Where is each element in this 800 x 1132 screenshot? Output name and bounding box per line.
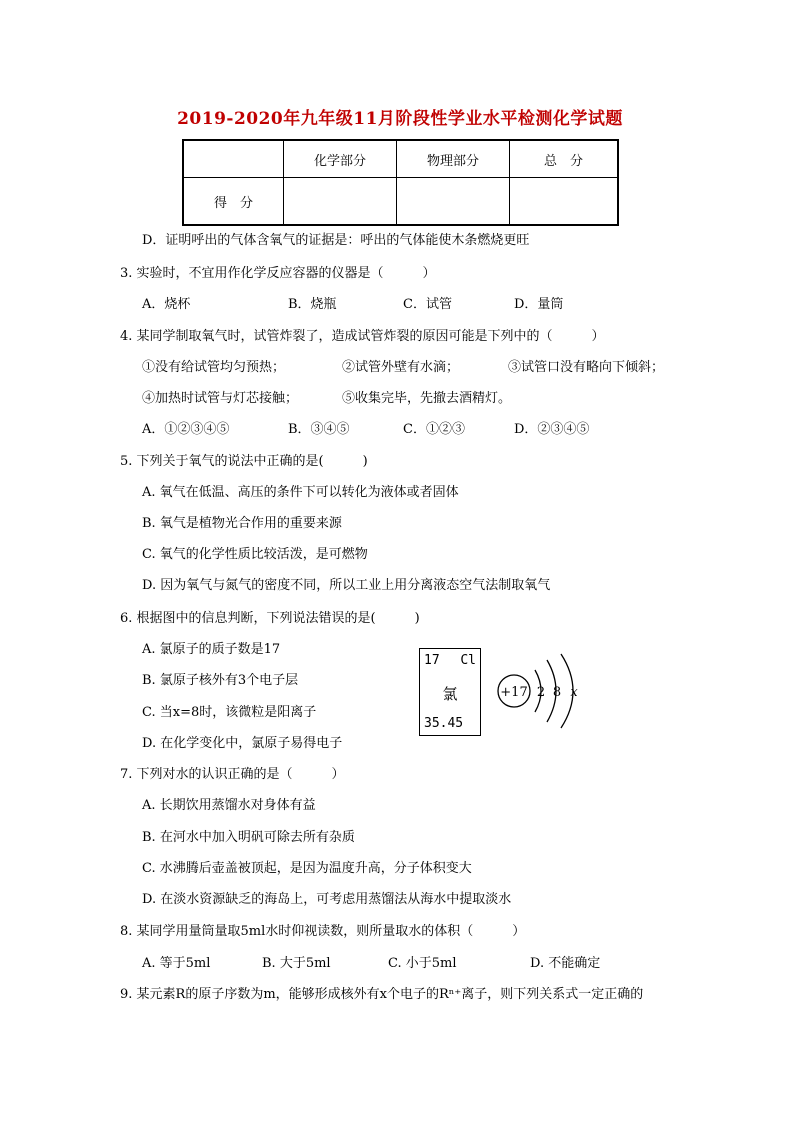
q7-option-a: A. 长期饮用蒸馏水对身体有益 xyxy=(142,798,316,813)
nucleus-charge: +17 xyxy=(500,685,528,700)
question-8: 8. 某同学用量筒量取5ml水时仰视读数，则所量取水的体积（ ） xyxy=(120,924,526,939)
q4-cause-2: ②试管外壁有水滴； xyxy=(342,360,460,375)
question-6: 6. 根据图中的信息判断，下列说法错误的是( ) xyxy=(120,611,420,626)
q4-option-a: A．①②③④⑤ xyxy=(142,422,230,437)
q8-option-a: A. 等于5ml xyxy=(142,956,211,971)
score-cell-physics[interactable] xyxy=(397,178,510,226)
q5-option-a: A. 氧气在低温、高压的条件下可以转化为液体或者固体 xyxy=(142,485,459,500)
score-header-total: 总 分 xyxy=(510,140,619,178)
atomic-mass: 35.45 xyxy=(424,716,464,731)
q4-option-c: C．①②③ xyxy=(403,422,465,437)
q5-option-d: D. 因为氧气与氮气的密度不同，所以工业上用分离液态空气法制取氧气 xyxy=(142,578,551,593)
element-name: 氯 xyxy=(442,685,458,703)
q8-option-d: D. 不能确定 xyxy=(530,956,601,971)
score-cell-total[interactable] xyxy=(510,178,619,226)
score-header-blank xyxy=(183,140,284,178)
shell-electrons-2: 8 xyxy=(552,685,562,700)
question-5: 5. 下列关于氧气的说法中正确的是( ) xyxy=(120,454,368,469)
atomic-number: 17 xyxy=(424,653,440,668)
q2-option-d: D．证明呼出的气体含氧气的证据是：呼出的气体能使木条燃烧更旺 xyxy=(142,233,530,248)
score-header-chemistry: 化学部分 xyxy=(284,140,397,178)
score-header-physics: 物理部分 xyxy=(397,140,510,178)
q5-option-b: B. 氧气是植物光合作用的重要来源 xyxy=(142,516,342,531)
atomic-structure-diagram xyxy=(495,650,605,732)
q3-option-a: A．烧杯 xyxy=(142,297,191,312)
q4-cause-1: ①没有给试管均匀预热； xyxy=(142,360,286,375)
q6-option-c: C. 当x=8时，该微粒是阳离子 xyxy=(142,705,317,720)
q7-option-d: D. 在淡水资源缺乏的海岛上，可考虑用蒸馏法从海水中提取淡水 xyxy=(142,892,512,907)
score-cell-chemistry[interactable] xyxy=(284,178,397,226)
q3-option-b: B．烧瓶 xyxy=(288,297,337,312)
score-row-label: 得 分 xyxy=(183,178,284,226)
q6-option-b: B. 氯原子核外有3个电子层 xyxy=(142,673,299,688)
q8-option-c: C. 小于5ml xyxy=(388,956,457,971)
shell-electrons-1: 2 xyxy=(536,685,546,700)
question-9: 9. 某元素R的原子序数为m，能够形成核外有x个电子的Rⁿ⁺离子，则下列关系式一定正确的 xyxy=(120,987,644,1002)
q4-option-b: B．③④⑤ xyxy=(288,422,350,437)
q3-option-d: D．量筒 xyxy=(514,297,564,312)
question-7: 7. 下列对水的认识正确的是（ ） xyxy=(120,767,345,782)
question-4: 4. 某同学制取氧气时，试管炸裂了，造成试管炸裂的原因可能是下列中的（ ） xyxy=(120,329,605,344)
q6-option-d: D. 在化学变化中，氯原子易得电子 xyxy=(142,736,343,751)
q4-option-d: D．②③④⑤ xyxy=(514,422,590,437)
shell-electrons-3: x xyxy=(570,685,578,700)
q6-option-a: A. 氯原子的质子数是17 xyxy=(142,642,281,657)
periodic-table-cell xyxy=(419,648,481,736)
score-table xyxy=(182,139,619,226)
q4-cause-3: ③试管口没有略向下倾斜； xyxy=(508,360,665,375)
q7-option-b: B. 在河水中加入明矾可除去所有杂质 xyxy=(142,830,355,845)
q4-cause-5: ⑤收集完毕，先撤去酒精灯。 xyxy=(342,391,512,406)
question-3: 3. 实验时，不宜用作化学反应容器的仪器是（ ） xyxy=(120,266,436,281)
q8-option-b: B. 大于5ml xyxy=(262,956,331,971)
q4-cause-4: ④加热时试管与灯芯接触； xyxy=(142,391,299,406)
element-symbol: Cl xyxy=(460,653,476,668)
q7-option-c: C. 水沸腾后壶盖被顶起，是因为温度升高，分子体积变大 xyxy=(142,861,472,876)
page-title: 2019-2020年九年级11月阶段性学业水平检测化学试题 xyxy=(177,109,623,129)
q3-option-c: C．试管 xyxy=(403,297,452,312)
q5-option-c: C. 氧气的化学性质比较活泼，是可燃物 xyxy=(142,547,368,562)
